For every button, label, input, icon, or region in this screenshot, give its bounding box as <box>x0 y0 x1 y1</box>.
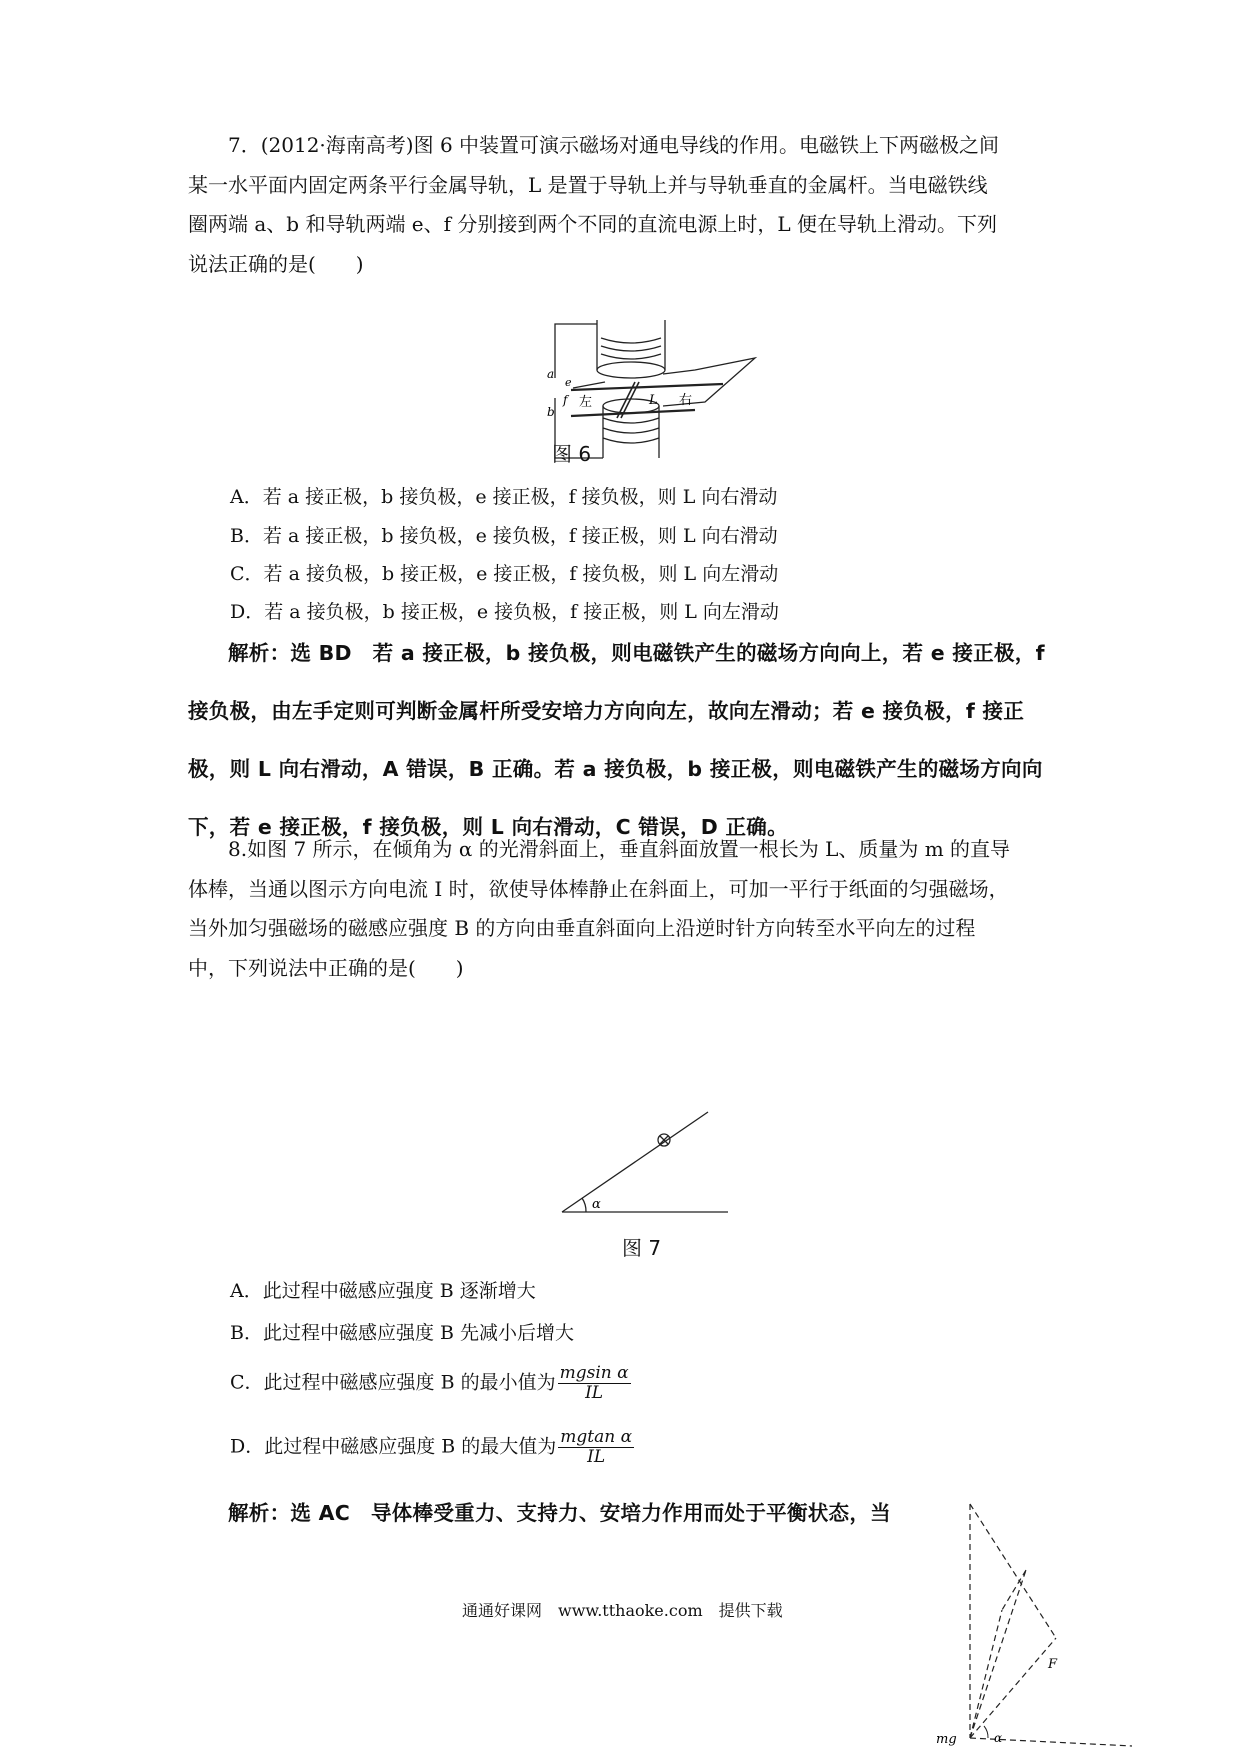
question-7-line-4: 说法正确的是( ) <box>188 251 364 276</box>
label-rod-L: L <box>649 393 658 408</box>
question-7-line-3: 圈两端 a、b 和导轨两端 e、f 分别接到两个不同的直流电源上时，L 便在导轨上滑动。下列 <box>188 212 998 236</box>
question-8-text <box>188 830 1058 988</box>
label-alpha: α <box>592 1197 601 1212</box>
q8-option-b: B．此过程中磁感应强度 B 先减小后增大 <box>230 1322 575 1344</box>
question-8-line-3: 当外加匀强磁场的磁感应强度 B 的方向由垂直斜面向上沿逆时针方向转至水平向左的过程 <box>188 916 976 940</box>
label-f: f <box>563 393 568 407</box>
label-F: F <box>1048 1657 1058 1672</box>
question-7-line-1: 7．(2012·海南高考)图 6 中装置可演示磁场对通电导线的作用。电磁铁上下两磁极之间 <box>228 133 1000 157</box>
q7-analysis-line-4: 下，若 e 接正极，f 接负极，则 L 向右滑动，C 错误，D 正确。 <box>188 815 788 839</box>
force-triangle-diagram <box>936 1500 1136 1750</box>
label-right: 右 <box>679 393 693 408</box>
q8-option-c <box>230 1364 631 1403</box>
label-a: a <box>547 367 555 381</box>
q8-option-c-fraction <box>558 1364 631 1403</box>
q7-analysis <box>188 624 1060 856</box>
question-7-text <box>188 126 1058 284</box>
q8-option-d-fraction <box>558 1428 634 1467</box>
q7-option-d: D．若 a 接负极，b 接正极，e 接负极，f 接正极，则 L 向左滑动 <box>230 601 779 623</box>
q7-option-b: B．若 a 接正极，b 接负极，e 接负极，f 接正极，则 L 向右滑动 <box>230 525 778 547</box>
q7-analysis-line-3: 极，则 L 向右滑动，A 错误，B 正确。若 a 接负极，b 接正极，则电磁铁产生的磁场方向向 <box>188 757 1043 781</box>
q8-option-d-denominator: IL <box>587 1447 606 1467</box>
label-mg: mg <box>936 1732 957 1747</box>
q8-analysis-line-1: 解析：选 AC 导体棒受重力、支持力、安培力作用而处于平衡状态，当 <box>228 1501 891 1525</box>
figure-7-incline-diagram <box>560 1104 730 1224</box>
label-e: e <box>565 376 572 389</box>
question-8-line-2: 体棒，当通以图示方向电流 I 时，欲使导体棒静止在斜面上，可加一平行于纸面的匀强磁场， <box>188 876 1009 901</box>
question-8-line-1: 8.如图 7 所示，在倾角为 α 的光滑斜面上，垂直斜面放置一根长为 L、质量为 m 的直导 <box>228 837 1011 861</box>
label-alpha-side: α <box>994 1731 1003 1745</box>
page-footer: 通通好课网 www.tthaoke.com 提供下载 <box>462 1601 783 1620</box>
label-b: b <box>547 405 555 419</box>
q7-analysis-line-1: 解析：选 BD 若 a 接正极，b 接负极，则电磁铁产生的磁场方向向上，若 e 接正极，f <box>228 641 1045 665</box>
figure-7-caption: 图 7 <box>622 1236 662 1260</box>
q8-option-d-text: D．此过程中磁感应强度 B 的最大值为 <box>230 1435 557 1458</box>
figure-6-caption: 图 6 <box>552 442 592 466</box>
q8-option-c-numerator: mgsin α <box>559 1363 629 1383</box>
q8-option-a: A．此过程中磁感应强度 B 逐渐增大 <box>230 1280 536 1302</box>
q8-analysis <box>188 1484 908 1542</box>
question-7-line-2: 某一水平面内固定两条平行金属导轨，L 是置于导轨上并与导轨垂直的金属杆。当电磁铁线 <box>188 172 988 197</box>
label-left: 左 <box>579 395 593 410</box>
q8-option-d-numerator: mgtan α <box>560 1427 633 1447</box>
q8-option-c-denominator: IL <box>585 1383 604 1403</box>
q7-option-a: A．若 a 接正极，b 接负极，e 接正极，f 接负极，则 L 向右滑动 <box>230 486 778 508</box>
q7-analysis-line-2: 接负极，由左手定则可判断金属杆所受安培力方向向左，故向左滑动；若 e 接负极，f 接正 <box>188 699 1025 723</box>
q8-option-d <box>230 1428 634 1467</box>
question-8-line-4: 中，下列说法中正确的是( ) <box>188 955 464 980</box>
q7-option-c: C．若 a 接负极，b 接正极，e 接正极，f 接负极，则 L 向左滑动 <box>230 563 779 585</box>
q8-option-c-text: C．此过程中磁感应强度 B 的最小值为 <box>230 1371 556 1394</box>
